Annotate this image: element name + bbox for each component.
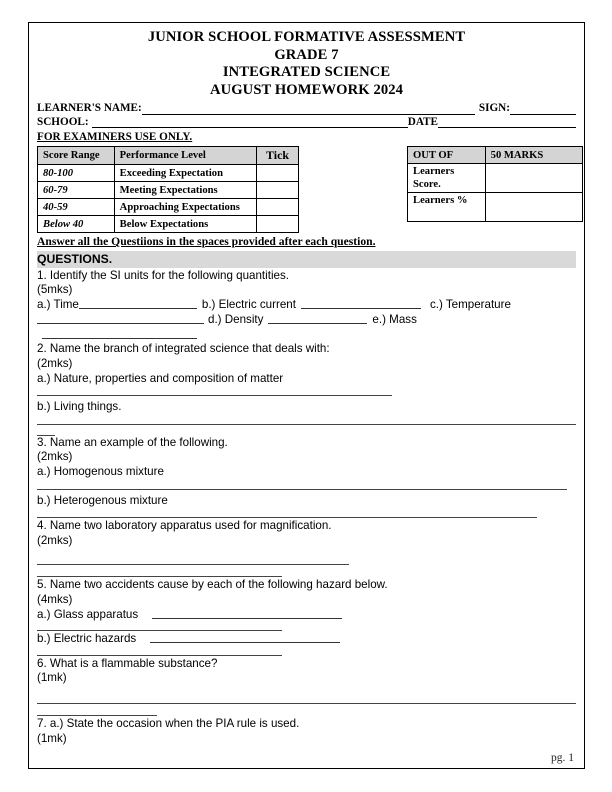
questions-body (37, 269, 576, 747)
q4-answer-line-1[interactable] (37, 564, 349, 565)
q3-stem: 3. Name an example of the following. (37, 435, 228, 449)
sign-label: SIGN: (478, 102, 510, 114)
tables-region (37, 146, 576, 234)
document-header (37, 29, 576, 99)
q1-answer-d[interactable] (268, 313, 367, 324)
q1-part-e-label: e.) Mass (372, 313, 417, 327)
marks-label-learners-score: Learners Score. (408, 164, 486, 193)
rubric-tick-3[interactable] (257, 216, 299, 233)
q1-part-a-label: a.) Time (37, 297, 79, 311)
q5-marks: (4mks) (37, 593, 73, 606)
q7-stem: 7. a.) State the occasion when the PIA rule is used. (37, 716, 300, 730)
q5-part-b-label: b.) Electric hazards (37, 632, 137, 646)
q1-line-1 (37, 298, 576, 313)
table-row (38, 182, 299, 199)
q5-answer-b-line-2[interactable] (37, 655, 282, 656)
q5-line-b (37, 632, 576, 647)
marks-header-row (408, 147, 583, 164)
q2-marks: (2mks) (37, 357, 73, 371)
q2-part-b: b.) Living things. (37, 400, 122, 414)
school-label: SCHOOL: (37, 115, 89, 128)
q1-marks: (5mks) (37, 283, 73, 297)
q4-answer-line-2[interactable] (37, 576, 282, 577)
marks-label-learners-percent: Learners % (408, 193, 486, 222)
q3-answer-b-line[interactable] (37, 517, 537, 518)
q5-answer-a-line-2[interactable] (37, 630, 282, 631)
q6-answer-line-1[interactable] (37, 703, 576, 704)
rubric-range-3: Below 40 (38, 216, 115, 233)
marks-value-learners-percent[interactable] (485, 193, 582, 222)
q4-marks: (2mks) (37, 533, 73, 547)
q6-marks: (1mk) (37, 671, 67, 685)
questions-banner: QUESTIONS. (37, 251, 576, 268)
q3-marks: (2mks) (37, 450, 73, 464)
sign-input[interactable] (510, 104, 576, 115)
learner-name-label: LEARNER'S NAME: (37, 102, 142, 114)
table-row (38, 165, 299, 182)
rubric-level-0: Exceeding Expectation (114, 165, 256, 182)
table-row (408, 164, 583, 193)
table-row (38, 199, 299, 216)
header-line-exam: AUGUST HOMEWORK 2024 (209, 81, 404, 98)
instruction-text: Answer all the Questiions in the spaces provided after each question. (37, 235, 376, 248)
q1-part-c-label: c.) Temperature (429, 297, 511, 311)
q1-answer-c[interactable] (37, 313, 204, 324)
marks-header-out-of: OUT OF (408, 147, 486, 164)
q3-part-a: a.) Homogenous mixture (37, 465, 164, 479)
rubric-header-score-range: Score Range (38, 147, 115, 165)
q3-part-b: b.) Heterogenous mixture (37, 493, 168, 507)
q2-stem: 2. Name the branch of integrated science that deals with: (37, 342, 330, 356)
q7-marks: (1mk) (37, 731, 67, 745)
q5-answer-a[interactable] (152, 608, 342, 619)
school-input[interactable] (92, 117, 408, 128)
q1-stem: 1. Identify the SI units for the following quantities. (37, 268, 289, 282)
page-content (29, 23, 584, 768)
school-row (37, 116, 576, 130)
rubric-header-performance-level: Performance Level (114, 147, 256, 165)
rubric-tick-2[interactable] (257, 199, 299, 216)
rubric-range-2: 40-59 (38, 199, 115, 216)
q1-answer-a[interactable] (79, 298, 197, 309)
examiners-use-only-label: FOR EXAMINERS USE ONLY. (37, 131, 193, 143)
rubric-header-tick: Tick (257, 147, 299, 165)
marks-value-learners-score[interactable] (485, 164, 582, 193)
marks-header-total: 50 MARKS (485, 147, 582, 164)
q1-part-b-label: b.) Electric current (201, 297, 296, 311)
q6-answer-line-2[interactable] (37, 715, 157, 716)
rubric-tick-0[interactable] (257, 165, 299, 182)
rubric-table (37, 146, 299, 233)
q1-line-2 (37, 313, 576, 342)
page-number: pg. 1 (551, 752, 574, 764)
q5-part-a-label: a.) Glass apparatus (37, 607, 139, 621)
rubric-level-1: Meeting Expectations (114, 182, 256, 199)
q2-part-a: a.) Nature, properties and composition of matter (37, 371, 284, 385)
marks-table (407, 146, 583, 222)
q5-line-a (37, 608, 576, 623)
q1-answer-b[interactable] (301, 298, 421, 309)
q1-answer-e[interactable] (42, 328, 197, 339)
q2-answer-b-line[interactable] (37, 424, 576, 425)
learner-name-input[interactable] (142, 104, 475, 115)
q5-stem: 5. Name two accidents cause by each of the following hazard below. (37, 578, 388, 592)
rubric-range-0: 80-100 (38, 165, 115, 182)
header-line-assessment: JUNIOR SCHOOL FORMATIVE ASSESSMENT (147, 29, 466, 45)
date-label: DATE (407, 115, 438, 128)
q4-stem: 4. Name two laboratory apparatus used for magnification. (37, 519, 332, 533)
rubric-range-1: 60-79 (38, 182, 115, 199)
document-page (28, 22, 585, 769)
date-input[interactable] (438, 117, 576, 128)
learner-name-row (37, 102, 576, 116)
table-row (38, 216, 299, 233)
header-line-subject: INTEGRATED SCIENCE (222, 64, 391, 80)
table-row (408, 193, 583, 222)
rubric-level-3: Below Expectations (114, 216, 256, 233)
rubric-level-2: Approaching Expectations (114, 199, 256, 216)
q1-part-d-label: d.) Density (208, 313, 264, 327)
rubric-header-row (38, 147, 299, 165)
q5-answer-b[interactable] (150, 632, 340, 643)
header-line-grade: GRADE 7 (274, 46, 339, 63)
q6-stem: 6. What is a flammable substance? (37, 656, 218, 670)
rubric-tick-1[interactable] (257, 182, 299, 199)
